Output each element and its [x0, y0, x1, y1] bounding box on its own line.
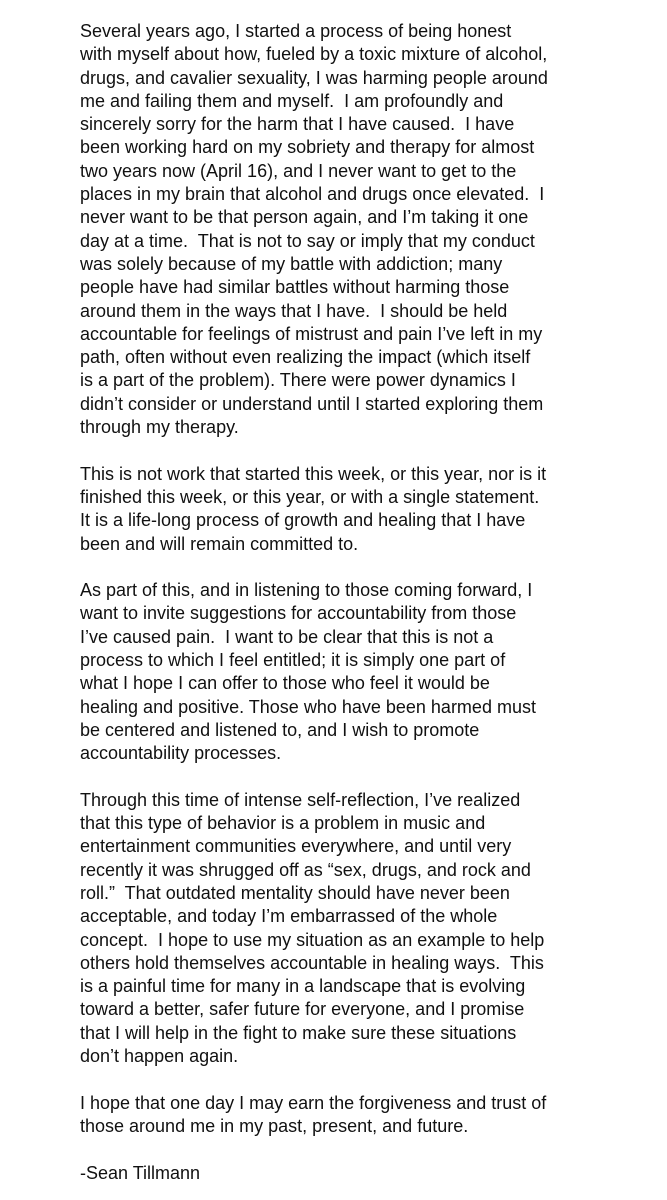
text-line: Through this time of intense self-reflection, I’ve realized [80, 789, 521, 810]
text-line: been working hard on my sobriety and therapy for almost [80, 137, 535, 158]
text-line: finished this week, or this year, or with a single statement. [80, 486, 540, 507]
text-line: people have had similar battles without harming those [80, 277, 510, 298]
text-line: accountable for feelings of mistrust and pain I’ve left in my [80, 323, 543, 344]
text-line: what I hope I can offer to those who feel it would be [80, 673, 490, 694]
paragraph-1 [80, 20, 660, 439]
text-line: didn’t consider or understand until I started exploring them [80, 393, 544, 414]
text-line: was solely because of my battle with addiction; many [80, 253, 503, 274]
text-line: sincerely sorry for the harm that I have caused. I have [80, 114, 515, 135]
text-line: concept. I hope to use my situation as an example to help [80, 929, 545, 950]
text-line: accountability processes. [80, 743, 282, 764]
text-line: never want to be that person again, and I’m taking it one [80, 207, 529, 228]
text-line: those around me in my past, present, and future. [80, 1115, 469, 1136]
text-line: This is not work that started this week, or this year, nor is it [80, 463, 547, 484]
text-line: path, often without even realizing the impact (which itself [80, 347, 531, 368]
text-line: day at a time. That is not to say or imply that my conduct [80, 230, 535, 251]
text-line: Several years ago, I started a process of being honest [80, 21, 512, 41]
text-line: others hold themselves accountable in healing ways. This [80, 952, 544, 973]
text-line: entertainment communities everywhere, and until very [80, 836, 512, 857]
text-line: roll.” That outdated mentality should have never been [80, 882, 510, 903]
paragraph-4 [80, 789, 660, 1069]
text-line: around them in the ways that I have. I should be held [80, 300, 508, 321]
text-line: that this type of behavior is a problem in music and [80, 813, 486, 834]
text-line: drugs, and cavalier sexuality, I was harming people around [80, 67, 548, 88]
text-line: is a painful time for many in a landscape that is evolving [80, 976, 526, 997]
paragraph-3 [80, 579, 660, 765]
text-line: two years now (April 16), and I never want to get to the [80, 160, 517, 181]
text-line: recently it was shrugged off as “sex, drugs, and rock and [80, 859, 531, 880]
text-line: process to which I feel entitled; it is simply one part of [80, 650, 506, 671]
text-line: As part of this, and in listening to those coming forward, I [80, 580, 533, 601]
paragraph-2 [80, 463, 660, 556]
text-line: I hope that one day I may earn the forgiveness and trust of [80, 1092, 547, 1113]
text-line: want to invite suggestions for accountability from those [80, 603, 517, 624]
text-line: toward a better, safer future for everyone, and I promise [80, 999, 525, 1020]
text-line: places in my brain that alcohol and drugs once elevated. I [80, 184, 545, 205]
text-line: It is a life-long process of growth and healing that I have [80, 510, 526, 531]
text-line: that I will help in the fight to make sure these situations [80, 1022, 517, 1043]
text-line: I’ve caused pain. I want to be clear that this is not a [80, 626, 494, 647]
text-line: through my therapy. [80, 417, 239, 438]
signature: -Sean Tillmann [80, 1162, 201, 1183]
paragraph-5 [80, 1092, 660, 1139]
text-line: acceptable, and today I’m embarrassed of the whole [80, 906, 498, 927]
text-line: don’t happen again. [80, 1046, 239, 1067]
text-line: is a part of the problem). There were power dynamics I [80, 370, 516, 391]
text-line: be centered and listened to, and I wish to promote [80, 719, 480, 740]
statement-document [80, 20, 660, 1185]
text-line: healing and positive. Those who have been harmed must [80, 696, 536, 717]
text-line: been and will remain committed to. [80, 533, 359, 554]
text-line: with myself about how, fueled by a toxic mixture of alcohol, [80, 44, 548, 65]
text-line: me and failing them and myself. I am profoundly and [80, 90, 504, 111]
